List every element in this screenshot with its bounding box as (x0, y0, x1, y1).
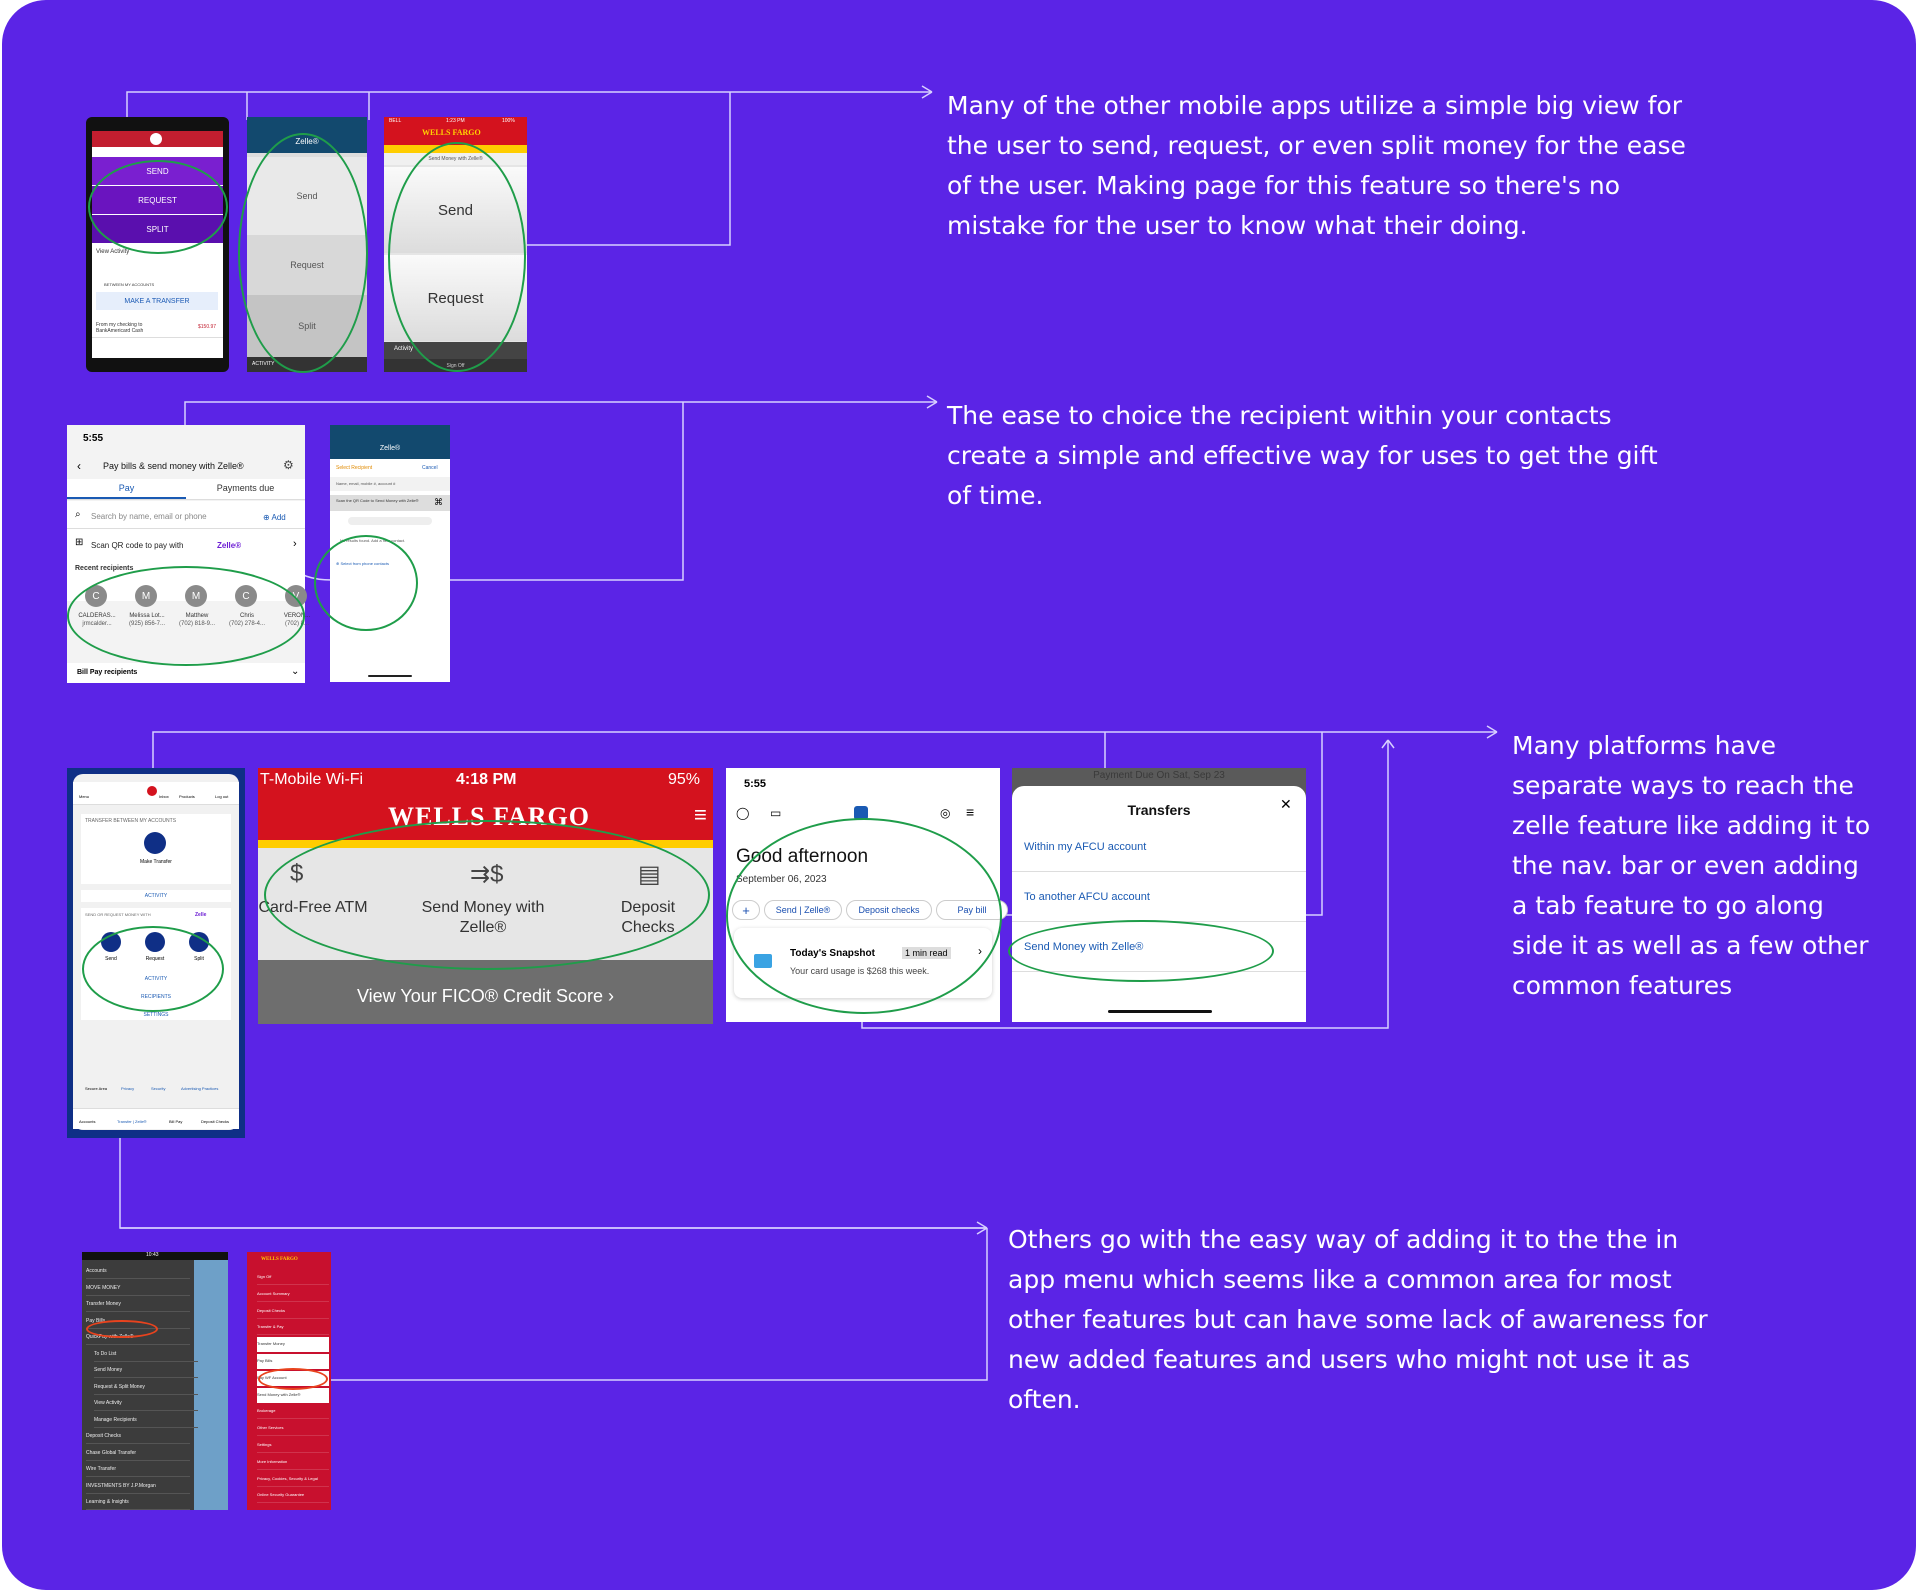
highlight-ring (82, 926, 224, 1012)
menu-item-quickpay[interactable]: QuickPay with Zelle® (86, 1330, 190, 1345)
menu-item-todo[interactable]: To Do List (94, 1347, 198, 1362)
app-header (384, 117, 527, 145)
make-transfer-button[interactable]: MAKE A TRANSFER (96, 292, 218, 310)
nav-accounts[interactable]: Accounts (79, 1119, 96, 1124)
battery-label: 100% (502, 118, 515, 124)
menu-item-pay-account[interactable]: Pay WF Account (257, 1371, 329, 1386)
menu-item-investments: INVESTMENTS BY J.P.Morgan (86, 1479, 190, 1494)
highlight-ring (258, 1368, 328, 1390)
activity-tab[interactable]: ACTIVITY (252, 361, 275, 367)
chevron-down-icon: ⌄ (291, 666, 300, 677)
add-label: Add (271, 513, 286, 522)
search-input[interactable]: Search by name, email or phone (91, 512, 207, 521)
highlight-ring (86, 1320, 158, 1338)
card-free-atm-button[interactable]: Card-Free ATM (258, 899, 368, 916)
advertising-link[interactable]: Advertising Practices (181, 1086, 219, 1091)
send-button[interactable]: SEND (92, 157, 223, 185)
app-header-title: Zelle® (247, 117, 367, 153)
recipient-detail: (702) 8... (284, 621, 309, 627)
highlight-ring (67, 566, 305, 666)
page-title: Pay bills & send money with Zelle® (103, 461, 244, 471)
request-button[interactable]: Request (384, 255, 527, 341)
app-header (92, 131, 223, 147)
send-button[interactable]: Send (384, 167, 527, 253)
activity-tab[interactable]: Activity (394, 346, 414, 352)
recipient-detail: jrmcalder... (82, 621, 112, 627)
date-label: September 06, 2023 (736, 874, 827, 885)
menu-item-summary[interactable]: Account Summary (257, 1287, 329, 1302)
split-button[interactable]: Split (247, 295, 367, 357)
nav-bill-pay[interactable]: Bill Pay (169, 1119, 183, 1124)
brand-logo: WELLS FARGO (261, 1257, 298, 1262)
side-menu (82, 1260, 194, 1510)
security-link[interactable]: Security (151, 1086, 166, 1091)
within-account-option[interactable]: Within my AFCU account (1012, 822, 1306, 872)
products-button[interactable]: Products (179, 794, 195, 799)
deposit-checks-chip[interactable]: Deposit checks (846, 900, 932, 920)
greeting-heading: Good afternoon (736, 846, 869, 867)
select-recipient-field[interactable]: Select Recipient (336, 465, 373, 471)
card-usage-text: Your card usage is $268 this week. (790, 966, 930, 976)
bill-pay-recipients-heading[interactable]: Bill Pay recipients (77, 669, 138, 676)
menu-item-deposit[interactable]: Deposit Checks (86, 1429, 190, 1444)
recipient-detail: (925) 856-7... (128, 621, 166, 627)
transfer-icon[interactable] (144, 832, 166, 854)
scan-qr-label: Scan the QR Code to Send Money with Zelle® (336, 498, 419, 503)
recipient-name: VERON... (283, 613, 311, 619)
send-button[interactable]: Send (247, 157, 367, 235)
battery-label: 95% (668, 771, 701, 788)
highlight-ring (388, 142, 526, 372)
highlight-ring (88, 160, 228, 254)
highlight-ring (264, 820, 710, 970)
menu-item-transfer-money[interactable]: Transfer Money (257, 1337, 329, 1352)
highlight-ring (238, 133, 368, 373)
menu-item-learning[interactable]: Learning & Insights (86, 1495, 190, 1510)
menu-item-deposit[interactable]: Deposit Checks (257, 1304, 329, 1319)
sign-off-link[interactable]: Sign Off (384, 359, 527, 372)
back-arrow-icon[interactable]: ‹ (77, 459, 81, 473)
add-button[interactable]: + (732, 900, 760, 920)
app-header-title: Zelle® (330, 425, 450, 459)
request-label: Request (145, 956, 165, 962)
section-heading: TRANSFER BETWEEN MY ACCOUNTS (85, 818, 177, 824)
highlight-ring (726, 818, 1002, 1014)
transfer-amount: $150.97 (198, 324, 217, 330)
search-icon: ⌕ (75, 509, 81, 520)
split-label: Split (194, 956, 204, 962)
add-recipient-button[interactable]: ⊕ Add (263, 513, 286, 522)
menu-item-paybills[interactable]: Pay Bills (86, 1314, 190, 1329)
qr-code-icon[interactable]: ⌘ (434, 497, 443, 507)
canvas-board (2, 0, 1916, 1590)
atm-icon: $ (290, 860, 304, 887)
page-subtitle: Send Money with Zelle® (384, 153, 527, 165)
menu-item-wire[interactable]: Wire Transfer (86, 1462, 190, 1477)
home-indicator (368, 675, 412, 677)
recipient-avatar[interactable]: M (135, 585, 157, 607)
hamburger-menu-icon[interactable]: ≡ (966, 804, 975, 820)
privacy-link[interactable]: Privacy (121, 1086, 135, 1091)
recipient-name: CALDERAS... (78, 613, 116, 619)
another-account-option[interactable]: To another AFCU account (1012, 872, 1306, 922)
menu-item-manage[interactable]: Manage Recipients (94, 1413, 198, 1428)
chevron-right-icon: › (978, 944, 982, 958)
settings-link[interactable]: SETTINGS (143, 1012, 169, 1018)
inbox-button[interactable]: Inbox (159, 794, 169, 799)
card-icon[interactable]: ▭ (770, 806, 782, 820)
menu-item-other[interactable]: Other Services (257, 1421, 329, 1436)
fico-score-link[interactable]: View Your FICO® Credit Score › (356, 986, 615, 1006)
highlight-ring (314, 535, 418, 631)
send-money-zelle-option[interactable]: Send Money with Zelle® (1012, 922, 1306, 972)
recent-recipients-heading: Recent recipients (75, 565, 134, 572)
carrier-label: T-Mobile Wi-Fi (260, 771, 364, 788)
view-activity-link[interactable]: View Activity (96, 249, 130, 255)
recipient-avatar[interactable]: V (285, 585, 307, 607)
section-heading: SEND OR REQUEST MONEY WITH (85, 912, 151, 917)
recipient-detail: (702) 818-9... (178, 621, 216, 627)
brand-logo: WELLS FARGO (422, 128, 481, 137)
menu-item-transfer[interactable]: Transfer Money (86, 1297, 190, 1312)
background-header: Payment Due On Sat, Sep 23 (1093, 770, 1225, 781)
settings-gear-icon[interactable]: ⚙ (283, 458, 294, 472)
search-input[interactable]: Name, email, mobile #, account # (336, 481, 396, 486)
status-time: 10:43 (146, 1252, 159, 1258)
annotation-note-4: Others go with the easy way of adding it to the the in app menu which seems like a common area for most other features but can have some lack of awareness for new added features and users who might not use it as often. (1008, 1225, 1708, 1414)
menu-item-privacy[interactable]: Privacy, Cookies, Security & Legal (257, 1472, 329, 1487)
bottom-nav[interactable] (92, 337, 223, 358)
annotation-note-2: The ease to choice the recipient within your contacts create a simple and effective way for uses to get the gift of time. (947, 401, 1658, 510)
request-button[interactable]: REQUEST (92, 186, 223, 214)
home-indicator (1108, 1010, 1212, 1013)
brand-logo: WELLS FARGO (388, 802, 590, 831)
menu-item-transfer-pay[interactable]: Transfer & Pay (257, 1320, 329, 1335)
recipient-avatar[interactable]: C (85, 585, 107, 607)
menu-item-guarantee[interactable]: Online Security Guarantee (257, 1488, 329, 1503)
zelle-label: Zelle® (217, 541, 242, 550)
recipient-name: Melissa Lot... (129, 613, 165, 619)
nav-transfer-zelle[interactable]: Transfer | Zelle® (117, 1119, 147, 1124)
recipients-link[interactable]: RECIPIENTS (140, 994, 171, 1000)
section-label: BETWEEN MY ACCOUNTS (104, 282, 155, 287)
send-money-zelle-button[interactable]: Send Money with Zelle® (421, 899, 545, 936)
qr-code-icon: ⊞ (75, 537, 84, 548)
zelle-label: Zelle (195, 912, 207, 918)
menu-button[interactable]: Menu (79, 794, 90, 799)
status-time: 5:55 (744, 778, 767, 790)
toggle-switch[interactable] (348, 517, 432, 525)
highlight-ring (1008, 920, 1274, 982)
transfer-description: From my checking to BankAmericard Cash (96, 322, 144, 334)
menu-item-request-split[interactable]: Request & Split Money (94, 1380, 198, 1395)
menu-item-activity[interactable]: View Activity (94, 1396, 198, 1411)
recipient-name: Chris (239, 613, 254, 619)
menu-item-send[interactable]: Send Money (94, 1363, 198, 1378)
annotation-note-1: Many of the other mobile apps utilize a simple big view for the user to send, request, or even split money for the ease of the user. Making page for this feature so there's no mistake for the user to know what their doing. (947, 91, 1686, 240)
send-label: Send (105, 956, 117, 962)
close-icon[interactable]: ✕ (1280, 796, 1292, 812)
menu-item-more[interactable]: More Information (257, 1455, 329, 1470)
scan-qr-label[interactable]: Scan QR code to pay with (91, 541, 184, 550)
recipient-avatar[interactable]: M (185, 585, 207, 607)
recipient-name: Matthew (185, 613, 209, 619)
read-time-badge: 1 min read (902, 947, 951, 959)
bottom-nav (73, 1108, 239, 1129)
status-time: 1:23 PM (446, 118, 465, 124)
menu-item-pay-bills[interactable]: Pay Bills (257, 1354, 329, 1369)
profile-icon[interactable]: ◎ (940, 806, 951, 820)
logo-icon (147, 786, 157, 796)
chevron-right-icon: › (293, 538, 297, 550)
tab-pay[interactable]: Pay (67, 479, 186, 499)
tab-payments-due[interactable]: Payments due (216, 483, 275, 493)
make-transfer-label: Make Transfer (140, 859, 172, 865)
nav-deposit-checks[interactable]: Deposit Checks (201, 1119, 230, 1124)
hamburger-menu-icon[interactable]: ≡ (694, 802, 707, 827)
menu-item-brokerage[interactable]: Brokerage (257, 1404, 329, 1419)
phone-contacts-label: Select from phone contacts (340, 561, 389, 566)
top-bar (73, 782, 239, 805)
activity-link[interactable]: ACTIVITY (81, 890, 231, 902)
annotation-note-3: Many platforms have separate ways to reach the zelle feature like adding it to the nav. bar or even adding a tab feature to go along side it as well as a few other common features (1512, 731, 1871, 1000)
screenshot-chase-side-menu (82, 1252, 228, 1510)
send-zelle-chip[interactable]: Send | Zelle® (764, 900, 842, 920)
sheet-title: Transfers (1127, 802, 1191, 818)
recipient-detail: (702) 278-4... (228, 621, 266, 627)
request-button[interactable]: Request (247, 235, 367, 295)
logo-icon (150, 133, 162, 145)
menu-item-move: MOVE MONEY (86, 1281, 190, 1296)
pay-bill-chip[interactable]: Pay bill (936, 900, 1008, 920)
menu-item-signoff[interactable]: Sign Off (257, 1270, 329, 1285)
logout-button[interactable]: Log out (215, 794, 229, 799)
menu-item-settings[interactable]: Settings (257, 1438, 329, 1453)
secure-area-label: Secure Area (85, 1086, 108, 1091)
carrier-label: BELL (389, 118, 402, 124)
chat-icon[interactable]: ◯ (736, 806, 750, 820)
activity-link[interactable]: ACTIVITY (144, 976, 168, 982)
phone-contacts-link[interactable]: ⊕ Select from phone contacts (336, 561, 389, 566)
status-time: 5:55 (83, 433, 104, 444)
menu-item-global[interactable]: Chase Global Transfer (86, 1446, 190, 1461)
menu-item-send-zelle[interactable]: Send Money with Zelle® (257, 1388, 329, 1403)
check-icon: ▤ (638, 861, 661, 888)
no-results-message: No results found. Add a new contact. (340, 538, 406, 543)
recipient-avatar[interactable]: C (235, 585, 257, 607)
status-time: 4:18 PM (456, 771, 517, 788)
cancel-button[interactable]: Cancel (422, 465, 438, 471)
deposit-checks-button[interactable]: Deposit Checks (620, 899, 676, 936)
menu-item-accounts[interactable]: Accounts (86, 1264, 190, 1279)
split-button[interactable]: SPLIT (92, 215, 223, 243)
send-money-icon: ⇉$ (470, 861, 504, 888)
screenshot-transfers-sheet (1012, 768, 1306, 1022)
snapshot-title: Today's Snapshot (790, 948, 875, 959)
